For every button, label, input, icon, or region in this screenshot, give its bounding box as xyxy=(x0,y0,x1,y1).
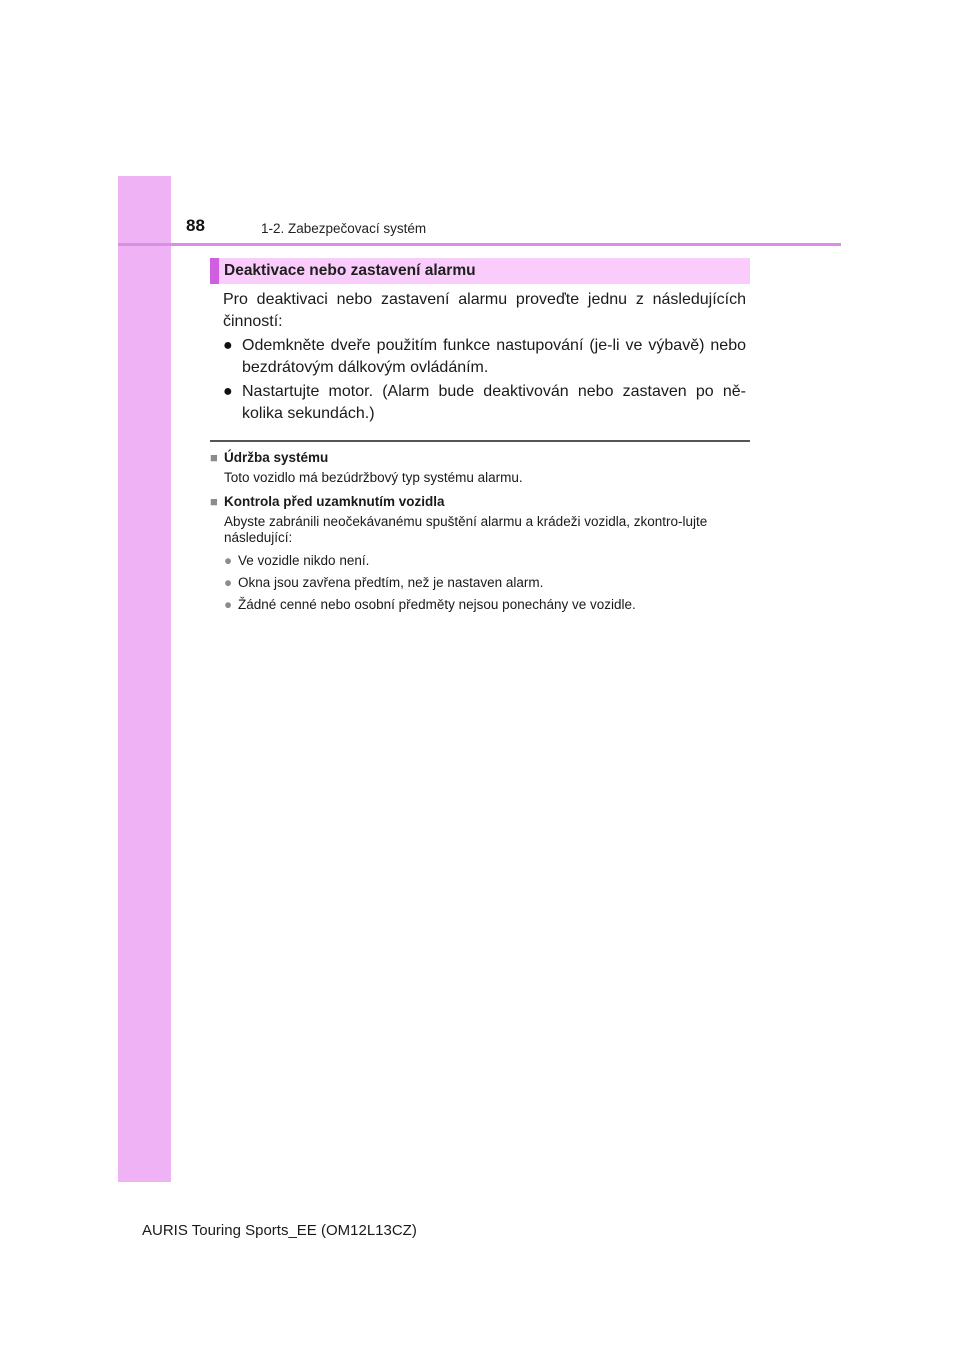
note-list-text: Ve vozidle nikdo není. xyxy=(238,553,370,568)
note-list-item xyxy=(224,552,746,569)
bullet-dot-icon: ● xyxy=(223,383,233,400)
section-title: Deaktivace nebo zastavení alarmu xyxy=(210,258,750,284)
bullet-text: Odemkněte dveře použitím funkce nastupování (je-li ve výbavě) nebo bezdrátovým dálkovým ovládáním. xyxy=(242,337,746,376)
note-list-text: Žádné cenné nebo osobní předměty nejsou ponechány ve vozidle. xyxy=(238,597,636,612)
bullet-item xyxy=(223,381,746,425)
notes-divider xyxy=(210,440,750,442)
square-bullet-icon: ■ xyxy=(210,494,218,509)
intro-text: Pro deaktivaci nebo zastavení alarmu proveďte jednu z následujících činností: xyxy=(223,291,746,330)
section-content xyxy=(223,289,746,425)
header-rule xyxy=(118,243,841,246)
bullet-dot-icon: ● xyxy=(224,597,233,612)
bullet-dot-icon: ● xyxy=(224,553,233,568)
note-heading-text: Údržba systému xyxy=(224,450,329,465)
note-body-maintenance: Toto vozidlo má bezúdržbový typ systému alarmu. xyxy=(224,470,523,485)
chapter-title: 1-2. Zabezpečovací systém xyxy=(261,221,427,236)
note-list-item xyxy=(224,574,746,591)
square-bullet-icon: ■ xyxy=(210,450,218,465)
note-heading-check xyxy=(210,493,746,510)
notes xyxy=(210,449,746,613)
side-strip xyxy=(118,176,171,1182)
note-list-item xyxy=(224,596,746,613)
bullet-text: Nastartujte motor. (Alarm bude deaktivován nebo zastaven po ně-kolika sekundách.) xyxy=(242,383,746,422)
bullet-item xyxy=(223,335,746,379)
bullet-dot-icon: ● xyxy=(224,575,233,590)
footer-model: AURIS Touring Sports_EE (OM12L13CZ) xyxy=(142,1222,417,1239)
note-list-text: Okna jsou zavřena předtím, než je nastaven alarm. xyxy=(238,575,544,590)
note-body-check: Abyste zabránili neočekávanému spuštění alarmu a krádeži vozidla, zkontro-lujte následující: xyxy=(224,514,708,545)
note-heading-text: Kontrola před uzamknutím vozidla xyxy=(224,494,445,509)
bullet-dot-icon: ● xyxy=(223,337,233,354)
note-heading-maintenance xyxy=(210,449,746,466)
page-number: 88 xyxy=(186,216,205,235)
